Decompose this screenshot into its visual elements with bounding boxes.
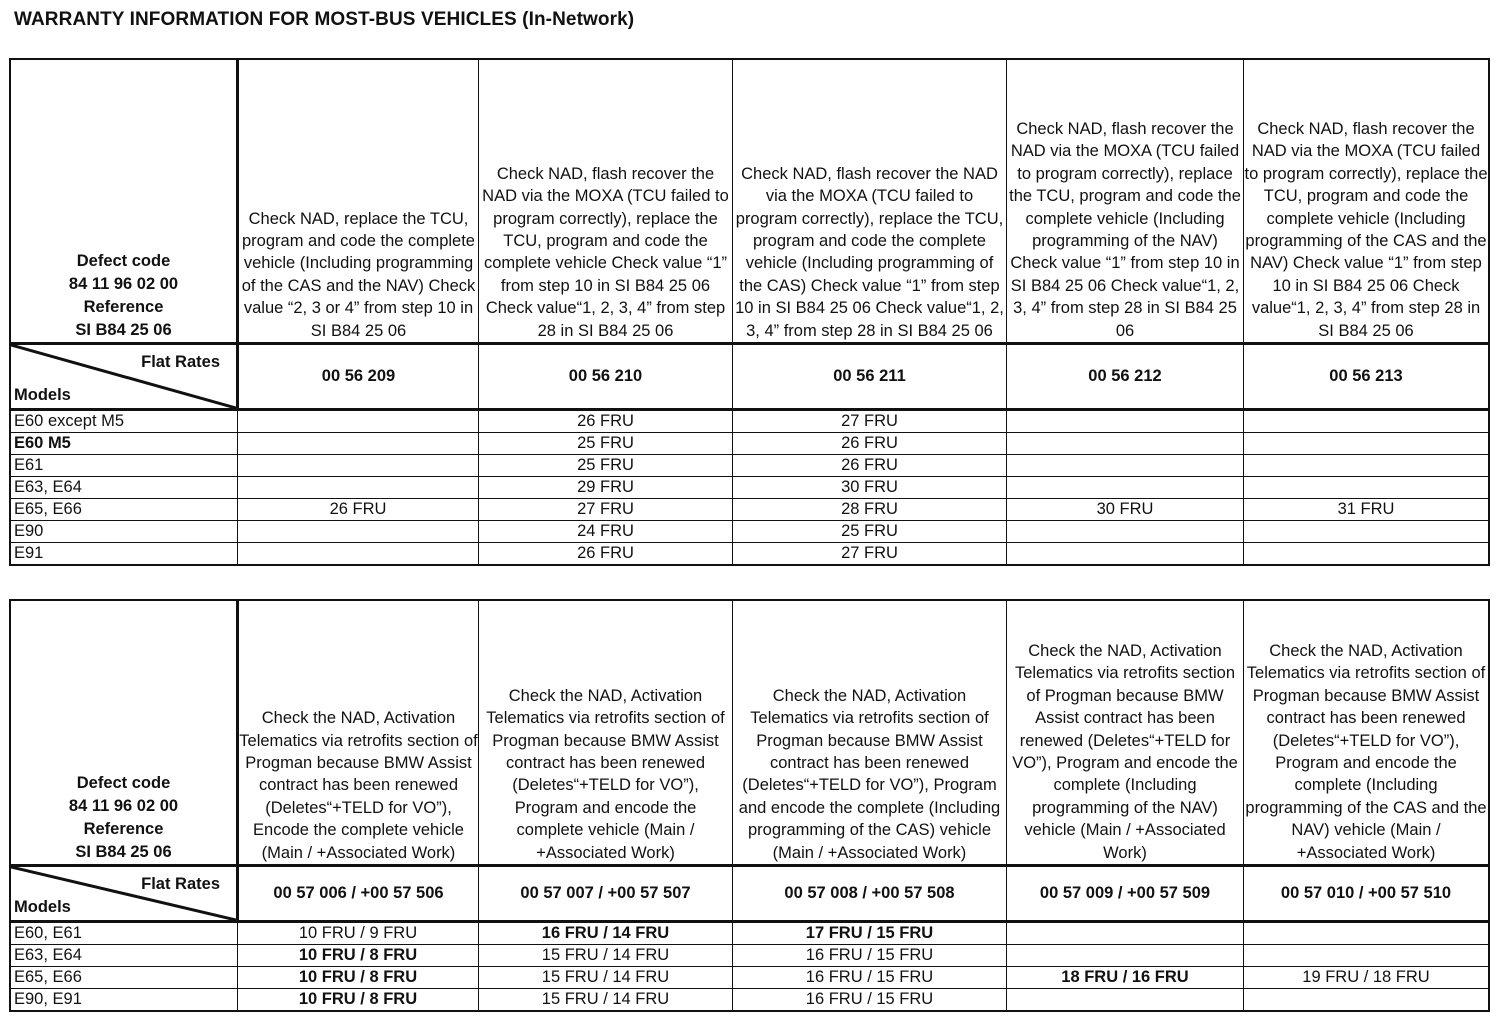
fru-value: 27 FRU: [479, 499, 733, 521]
fru-value: 16 FRU / 15 FRU: [733, 989, 1007, 1011]
table-row: [11, 967, 1489, 989]
fru-value: 10 FRU / 8 FRU: [238, 945, 479, 967]
fru-value: 15 FRU / 14 FRU: [479, 989, 733, 1011]
fru-value: 26 FRU: [479, 543, 733, 565]
flat-rate-code: 00 56 212: [1007, 344, 1244, 410]
reference-value: SI B84 25 06: [75, 843, 172, 861]
fru-value: 30 FRU: [733, 477, 1007, 499]
fru-value: [238, 410, 479, 433]
model-name: E60 except M5: [11, 410, 238, 433]
fru-value: [1007, 410, 1244, 433]
table-row: [11, 945, 1489, 967]
fru-value: 24 FRU: [479, 521, 733, 543]
fru-value: [1244, 989, 1489, 1011]
fru-value: [1007, 989, 1244, 1011]
fru-value: [1244, 410, 1489, 433]
repair-description: Check the NAD, Activation Telematics via retrofits section of Progman because BMW Assist contract has been renewed (Deletes“+TELD for VO”), Program and encode the complete (Including programming of the CAS and the NAV) vehicle (Main / +Associated Work): [1244, 601, 1489, 866]
warranty-table-1: [10, 59, 1489, 565]
flat-rate-code: 00 56 211: [733, 344, 1007, 410]
defect-code-header: [11, 601, 238, 866]
fru-value: 15 FRU / 14 FRU: [479, 945, 733, 967]
table-row: [11, 922, 1489, 945]
fru-value: 31 FRU: [1244, 499, 1489, 521]
fru-value: [1007, 477, 1244, 499]
warranty-table-2: [10, 600, 1489, 1011]
repair-description: Check NAD, flash recover the NAD via the MOXA (TCU failed to program correctly), replace the TCU, program and code the complete vehicle Check value “1” from step 10 in SI B84 25 06 Check value“1, 2, 3, 4” from step 28 in SI B84 25 06: [479, 60, 733, 344]
fru-value: 16 FRU / 15 FRU: [733, 967, 1007, 989]
repair-description: Check NAD, flash recover the NAD via the MOXA (TCU failed to program correctly), replace the TCU, program and code the complete vehicle (Including programming of the CAS) Check value “1” from step 10 in SI B84 25 06 Check value“1, 2, 3, 4” from step 28 in SI B84 25 06: [733, 60, 1007, 344]
table-row: [11, 499, 1489, 521]
repair-description: Check the NAD, Activation Telematics via retrofits section of Progman because BMW Assist contract has been renewed (Deletes“+TELD for VO”), Program and encode the complete (Including programming of the NAV) vehicle (Main / +Associated Work): [1007, 601, 1244, 866]
fru-value: 26 FRU: [733, 455, 1007, 477]
model-name: E61: [11, 455, 238, 477]
fru-value: [238, 543, 479, 565]
fru-value: 10 FRU / 8 FRU: [238, 967, 479, 989]
defect-code-label: Defect code: [76, 252, 171, 270]
flat-rate-code: 00 57 006 / +00 57 506: [238, 866, 479, 922]
fru-value: [1244, 945, 1489, 967]
flat-rate-code: 00 56 210: [479, 344, 733, 410]
fru-value: 29 FRU: [479, 477, 733, 499]
defect-code-value: 84 11 96 02 00: [68, 797, 179, 815]
model-name: E90: [11, 521, 238, 543]
flat-rate-code: 00 57 007 / +00 57 507: [479, 866, 733, 922]
flat-rate-code: 00 57 009 / +00 57 509: [1007, 866, 1244, 922]
fru-value: 27 FRU: [733, 410, 1007, 433]
table-row: [11, 543, 1489, 565]
flat-rates-label: Flat Rates: [141, 875, 220, 893]
fru-value: 25 FRU: [733, 521, 1007, 543]
fru-value: 18 FRU / 16 FRU: [1007, 967, 1244, 989]
fru-value: [1007, 455, 1244, 477]
repair-description: Check NAD, replace the TCU, program and code the complete vehicle (Including programming of the CAS and the NAV) Check value “2, 3 or 4” from step 10 in SI B84 25 06: [238, 60, 479, 344]
fru-value: [1007, 945, 1244, 967]
model-name: E90, E91: [11, 989, 238, 1011]
table-row: [11, 521, 1489, 543]
fru-value: 16 FRU / 15 FRU: [733, 945, 1007, 967]
corner-header: [11, 866, 238, 922]
fru-value: [1007, 922, 1244, 945]
fru-value: [1244, 477, 1489, 499]
fru-value: 17 FRU / 15 FRU: [733, 922, 1007, 945]
repair-description: Check the NAD, Activation Telematics via retrofits section of Progman because BMW Assist contract has been renewed (Deletes“+TELD for VO”), Program and encode the complete (Including programming of the CAS) vehicle (Main / +Associated Work): [733, 601, 1007, 866]
fru-value: 26 FRU: [479, 410, 733, 433]
flat-rate-code: 00 57 010 / +00 57 510: [1244, 866, 1489, 922]
models-label: Models: [14, 385, 71, 404]
document-title: WARRANTY INFORMATION FOR MOST-BUS VEHICLES (In-Network): [14, 9, 635, 30]
fru-value: [1244, 455, 1489, 477]
fru-value: [1244, 543, 1489, 565]
flat-rates-label: Flat Rates: [141, 353, 220, 371]
fru-value: [1244, 433, 1489, 455]
fru-value: 10 FRU / 8 FRU: [238, 989, 479, 1011]
corner-header: [11, 344, 238, 410]
defect-code-label: Defect code: [76, 774, 171, 792]
flat-rate-code: 00 57 008 / +00 57 508: [733, 866, 1007, 922]
model-name: E65, E66: [11, 499, 238, 521]
fru-value: [1007, 543, 1244, 565]
fru-value: 15 FRU / 14 FRU: [479, 967, 733, 989]
table-row: [11, 989, 1489, 1011]
fru-value: [238, 521, 479, 543]
model-name: E60, E61: [11, 922, 238, 945]
reference-value: SI B84 25 06: [75, 321, 172, 339]
fru-value: 26 FRU: [733, 433, 1007, 455]
fru-value: 27 FRU: [733, 543, 1007, 565]
model-name: E63, E64: [11, 945, 238, 967]
defect-code-value: 84 11 96 02 00: [68, 275, 179, 293]
fru-value: [238, 433, 479, 455]
fru-value: [1007, 433, 1244, 455]
flat-rate-code: 00 56 209: [238, 344, 479, 410]
table-row: [11, 477, 1489, 499]
fru-value: [1244, 521, 1489, 543]
fru-value: 25 FRU: [479, 433, 733, 455]
reference-label: Reference: [83, 298, 164, 316]
fru-value: [1007, 521, 1244, 543]
reference-label: Reference: [83, 820, 164, 838]
fru-value: 25 FRU: [479, 455, 733, 477]
fru-value: [1244, 922, 1489, 945]
table-row: [11, 455, 1489, 477]
repair-description: Check the NAD, Activation Telematics via retrofits section of Progman because BMW Assist contract has been renewed (Deletes“+TELD for VO”), Encode the complete vehicle (Main / +Associated Work): [238, 601, 479, 866]
fru-value: 10 FRU / 9 FRU: [238, 922, 479, 945]
table-row: [11, 410, 1489, 433]
fru-value: 30 FRU: [1007, 499, 1244, 521]
table-row: [11, 433, 1489, 455]
model-name: E63, E64: [11, 477, 238, 499]
fru-value: [238, 477, 479, 499]
fru-value: [238, 455, 479, 477]
fru-value: 16 FRU / 14 FRU: [479, 922, 733, 945]
repair-description: Check the NAD, Activation Telematics via retrofits section of Progman because BMW Assist contract has been renewed (Deletes“+TELD for VO”), Program and encode the complete vehicle (Main / +Associated Work): [479, 601, 733, 866]
repair-description: Check NAD, flash recover the NAD via the MOXA (TCU failed to program correctly), replace the TCU, program and code the complete vehicle (Including programming of the CAS and the NAV) Check value “1” from step 10 in SI B84 25 06 Check value“1, 2, 3, 4” from step 28 in SI B84 25 06: [1244, 60, 1489, 344]
flat-rate-code: 00 56 213: [1244, 344, 1489, 410]
defect-code-header: [11, 60, 238, 344]
models-label: Models: [14, 897, 71, 916]
model-name: E65, E66: [11, 967, 238, 989]
fru-value: 19 FRU / 18 FRU: [1244, 967, 1489, 989]
model-name: E60 M5: [11, 433, 238, 455]
repair-description: Check NAD, flash recover the NAD via the MOXA (TCU failed to program correctly), replace the TCU, program and code the complete vehicle (Including programming of the NAV) Check value “1” from step 10 in SI B84 25 06 Check value“1, 2, 3, 4” from step 28 in SI B84 25 06: [1007, 60, 1244, 344]
fru-value: 28 FRU: [733, 499, 1007, 521]
model-name: E91: [11, 543, 238, 565]
fru-value: 26 FRU: [238, 499, 479, 521]
